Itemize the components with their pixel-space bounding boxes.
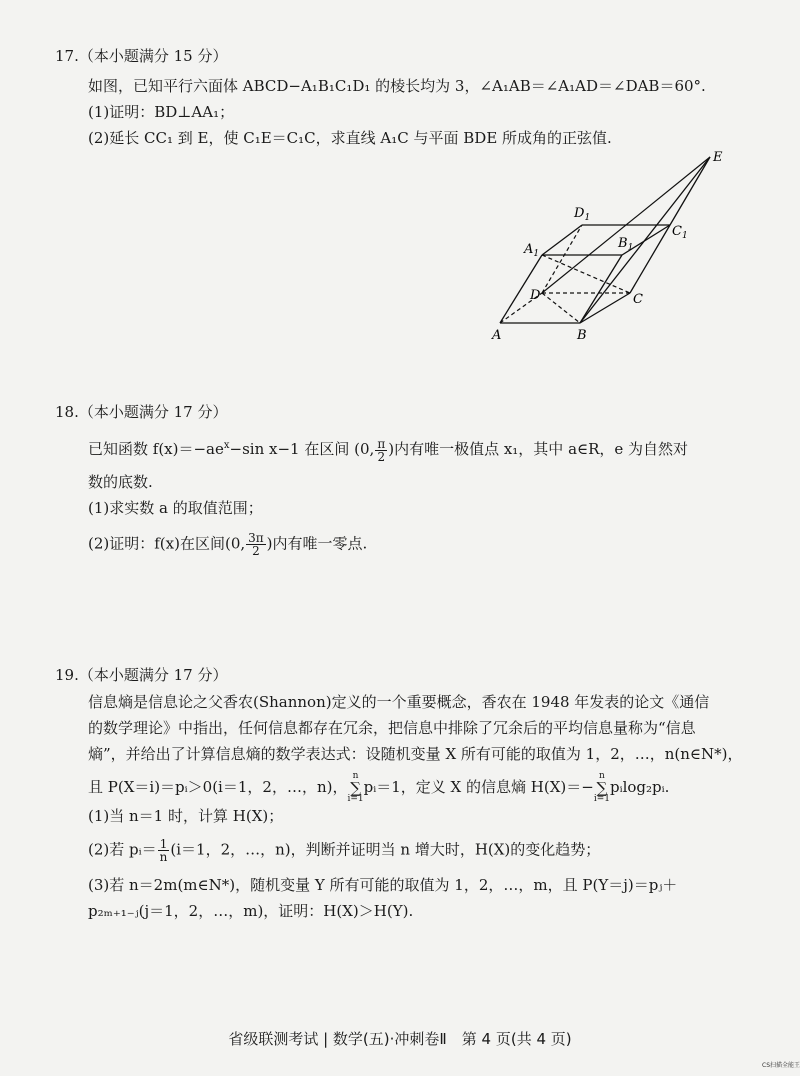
q18-interval2-open: (0, <box>224 534 246 553</box>
q17-line-1: 如图，已知平行六面体 ABCD−A₁B₁C₁D₁ 的棱长均为 3，∠A₁AB＝∠A₁AD＝∠DAB＝60°. <box>88 77 706 95</box>
q19-line-4 <box>88 772 669 804</box>
q18-exp: x <box>223 440 230 451</box>
label-B: B <box>577 328 587 343</box>
q18-header: 18.（本小题满分 17 分） <box>55 403 228 421</box>
label-C1: $C_1$ <box>672 224 688 241</box>
q17-header: 17.（本小题满分 15 分） <box>55 47 228 65</box>
q19-entropy-term: pᵢlog₂pᵢ. <box>609 778 670 796</box>
q18-interval2-close: ) <box>266 534 273 553</box>
q19-prob-def: 且 P(X＝i)＝pᵢ＞0(i＝1，2，…，n)， <box>88 778 348 796</box>
q18-line-3: (1)求实数 a 的取值范围； <box>88 499 263 517</box>
q19-entropy-def: pᵢ＝1，定义 X 的信息熵 H(X)＝− <box>363 778 594 796</box>
label-B1: $B_1$ <box>618 236 634 253</box>
q19-line-1: 信息熵是信息论之父香农(Shannon)定义的一个重要概念，香农在 1948 年发表的论文《通信 <box>88 693 710 711</box>
q18-part2-a: (2)证明：f(x)在区间 <box>88 534 225 553</box>
q17-line-2: (1)证明：BD⊥AA₁； <box>88 103 235 121</box>
q19-line-8: p₂ₘ₊₁₋ⱼ(j＝1，2，…，m)，证明：H(X)＞H(Y). <box>88 902 414 920</box>
q19-header: 19.（本小题满分 17 分） <box>55 666 228 684</box>
q19-line-2: 的数学理论》中指出，任何信息都存在冗余，把信息中排除了冗余后的平均信息量称为“信息 <box>88 719 696 737</box>
q19-sum-2: n ∑ i=1 <box>593 771 610 804</box>
page-footer: 省级联测考试 | 数学(五)·冲刺卷Ⅱ 第 4 页(共 4 页) <box>228 1030 572 1048</box>
q19-line-5: (1)当 n＝1 时，计算 H(X)； <box>88 807 284 825</box>
q18-frac-3pi-2: $\frac{3\pi}{2}$ <box>248 531 264 558</box>
q18-part2-b: 内有唯一零点. <box>272 534 368 553</box>
scanner-watermark: CS扫描全能王 <box>762 1062 800 1069</box>
q18-frac-pi-2: $\frac{\pi}{2}$ <box>377 436 386 464</box>
q18-func-a: 已知函数 f(x)＝−ae <box>88 440 224 458</box>
q19-line-6 <box>88 838 600 863</box>
q18-line-1 <box>88 436 688 463</box>
q18-line-2: 数的底数. <box>88 473 153 491</box>
label-C: C <box>633 292 643 307</box>
q19-line-7: (3)若 n＝2m(m∈N*)，随机变量 Y 所有可能的取值为 1，2，…，m，且 P(Y＝j)＝pⱼ＋ <box>88 876 678 894</box>
q19-part2-a: (2)若 pᵢ＝ <box>88 840 157 859</box>
q19-sum-1: n ∑ i=1 <box>347 771 364 804</box>
label-A1: $A_1$ <box>524 242 540 259</box>
q18-func-b: −sin x−1 在区间 <box>229 440 350 458</box>
q18-func-c: 内有唯一极值点 x₁，其中 a∈R，e 为自然对 <box>394 440 689 458</box>
label-A: A <box>492 328 502 343</box>
q18-interval-close: ) <box>388 440 395 458</box>
q19-line-3: 熵”，并给出了计算信息熵的数学表达式：设随机变量 X 所有可能的取值为 1，2，…，n(n∈N*)， <box>88 745 743 763</box>
q18-interval-open: (0, <box>354 440 375 458</box>
label-D: D <box>530 288 541 303</box>
label-D1: $D_1$ <box>574 206 591 223</box>
parallelepiped-figure <box>480 145 740 350</box>
label-E: E <box>713 150 723 165</box>
q19-frac-1-n: $\frac{1}{n}$ <box>159 837 168 864</box>
q18-line-4 <box>88 532 367 557</box>
q17-line-3: (2)延长 CC₁ 到 E，使 C₁E＝C₁C，求直线 A₁C 与平面 BDE 所成角的正弦值. <box>88 129 612 147</box>
q19-part2-b: (i＝1，2，…，n)，判断并证明当 n 增大时，H(X)的变化趋势； <box>170 840 601 859</box>
